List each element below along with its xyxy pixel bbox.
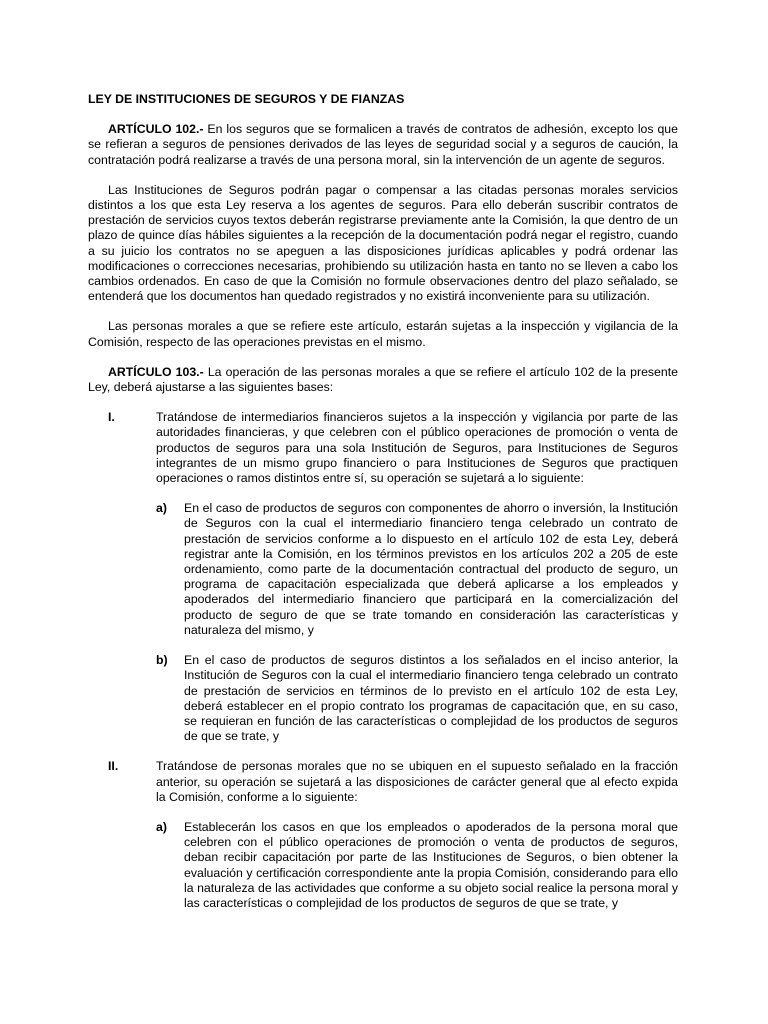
article-103-text: La operación de las personas morales a que se refiere el artículo 102 de la presente Ley, deberá ajustarse a las siguientes bases: <box>88 364 678 395</box>
article-102-paragraph-3: Las personas morales a que se refiere este artículo, estarán sujetas a la inspección y vigilancia de la Comisión, respecto de las operaciones previstas en el mismo. <box>88 319 678 349</box>
article-103-label: ARTÍCULO 103.- <box>108 364 204 379</box>
article-102-paragraph <box>88 122 678 168</box>
fraction-ii-text: Tratándose de personas morales que no se ubiquen en el supuesto señalado en la fracción anterior, su operación se sujetará a las disposiciones de carácter general que al efecto expida la Comisión, conforme a lo siguiente: <box>156 759 678 804</box>
fraction-i-inciso-a-text: En el caso de productos de seguros con componentes de ahorro o inversión, la Institución de Seguros con la cual el intermediario financiero tenga celebrado un contrato de prestación de servicios conforme a lo dispuesto en el artículo 102 de esta Ley, deberá registrar ante la Comisión, en los términos previstos en los artículos 202 a 205 de este ordenamiento, como parte de la documentación contractual del producto de seguro, un programa de capacitación especializada que deberá aplicarse a los empleados y apoderados del intermediario financiero que participará en la comercialización del producto de seguro de que se trate tomando en consideración las características y naturaleza del mismo, y <box>184 501 678 637</box>
fraction-ii-inciso-a-marker: a) <box>156 819 167 834</box>
fraction-ii-inciso-a <box>88 820 678 911</box>
fraction-i <box>88 410 678 486</box>
article-103-paragraph <box>88 365 678 395</box>
fraction-i-inciso-a <box>88 501 678 638</box>
fraction-i-inciso-b-text: En el caso de productos de seguros distintos a los señalados en el inciso anterior, la Institución de Seguros con la cual el intermediario financiero tenga celebrado un contrato de prestación de servicios en términos de lo previsto en el artículo 102 de esta Ley, deberá establecer en el propio contrato los programas de capacitación que, en su caso, se requieran en función de las características o complejidad de los productos de seguros de que se trate, y <box>184 653 678 744</box>
fraction-ii-marker: II. <box>108 759 119 774</box>
fraction-ii-inciso-a-text: Establecerán los casos en que los empleados o apoderados de la persona moral que celebren con el público operaciones de promoción o venta de productos de seguros, deban recibir capacitación por parte de las Instituciones de Seguros, o bien obtener la evaluación y certificación correspondiente ante la propia Comisión, considerando para ello la naturaleza de las actividades que conforme a su objeto social realice la persona moral y las características o complejidad de los productos de seguros de que se trate, y <box>184 819 678 910</box>
article-102-text: En los seguros que se formalicen a través de contratos de adhesión, excepto los que se refieran a seguros de pensiones derivados de las leyes de seguridad social y a seguros de caución, la contratación podrá realizarse a través de una persona moral, sin la intervención de un agente de seguros. <box>88 122 678 167</box>
article-102-label: ARTÍCULO 102.- <box>108 122 204 137</box>
document-page <box>88 92 678 926</box>
fraction-i-inciso-b <box>88 653 678 744</box>
fraction-i-inciso-a-marker: a) <box>156 501 167 516</box>
fraction-i-marker: I. <box>108 410 115 425</box>
article-102-paragraph-2: Las Instituciones de Seguros podrán pagar o compensar a las citadas personas morales servicios distintos a los que esta Ley reserva a los agentes de seguros. Para ello deberán suscribir contratos de prestación de servicios cuyos textos deberán registrarse previamente ante la Comisión, la que dentro de un plazo de quince días hábiles siguientes a la recepción de la documentación podrá negar el registro, cuando a su juicio los contratos no se apeguen a las disposiciones jurídicas aplicables y podrá ordenar las modificaciones o correcciones necesarias, prohibiendo su utilización hasta en tanto no se lleven a cabo los cambios ordenados. En caso de que la Comisión no formule observaciones dentro del plazo señalado, se entenderá que los documentos han quedado registrados y no existirá inconveniente para su utilización. <box>88 182 678 304</box>
fraction-i-inciso-b-marker: b) <box>156 653 168 668</box>
fraction-ii <box>88 759 678 805</box>
fraction-i-text: Tratándose de intermediarios financieros sujetos a la inspección y vigilancia por parte de las autoridades financieras, y que celebren con el público operaciones de promoción o venta de productos de seguros para una sola Institución de Seguros, para Instituciones de Seguros integrantes de un mismo grupo financiero o para Instituciones de Seguros que practiquen operaciones o ramos distintos entre sí, su operación se sujetará a lo siguiente: <box>156 410 678 486</box>
document-title: LEY DE INSTITUCIONES DE SEGUROS Y DE FIANZAS <box>88 92 405 106</box>
